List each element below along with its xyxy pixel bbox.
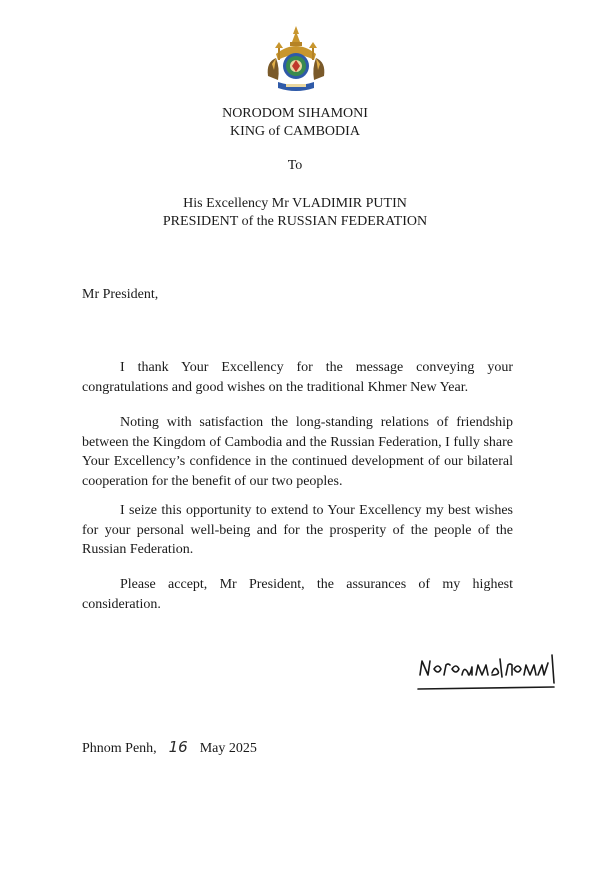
paragraph-text: I thank Your Excellency for the message conveying your congratulations and good wishes on the traditional Khmer New Year. <box>82 360 513 395</box>
royal-arms-emblem-icon <box>264 24 328 94</box>
recipient-title: PRESIDENT of the RUSSIAN FEDERATION <box>162 214 428 229</box>
to-label: To <box>287 158 303 173</box>
recipient-name: His Excellency Mr VLADIMIR PUTIN <box>183 196 407 211</box>
month-year: May 2025 <box>199 741 257 756</box>
place: Phnom Penh, <box>82 741 157 756</box>
paragraph-text: Noting with satisfaction the long-standing relations of friendship between the Kingdom of Cambodia and the Russian Federation, I fully share Your Excellency’s confidence in the continued development of our bilateral cooperation for the benefit of our two peoples. <box>82 415 513 489</box>
recipient-block <box>0 195 590 231</box>
paragraph-text: Please accept, Mr President, the assurances of my highest consideration. <box>82 577 513 612</box>
sender-block <box>0 105 590 141</box>
paragraph-text: I seize this opportunity to extend to Your Excellency my best wishes for your personal well-being and for the prosperity of the people of the Russian Federation. <box>82 503 513 557</box>
body-paragraph-3 <box>82 501 513 560</box>
handwritten-signature-icon <box>414 645 562 697</box>
body-paragraph-2 <box>82 413 513 491</box>
body-paragraph-4 <box>82 575 513 614</box>
place-date-line <box>82 738 257 757</box>
salutation: Mr President, <box>82 287 159 302</box>
handwritten-day: 16 <box>168 738 188 756</box>
sender-title: KING of CAMBODIA <box>230 124 360 139</box>
sender-name: NORODOM SIHAMONI <box>222 106 368 121</box>
body-paragraph-1 <box>82 358 513 397</box>
